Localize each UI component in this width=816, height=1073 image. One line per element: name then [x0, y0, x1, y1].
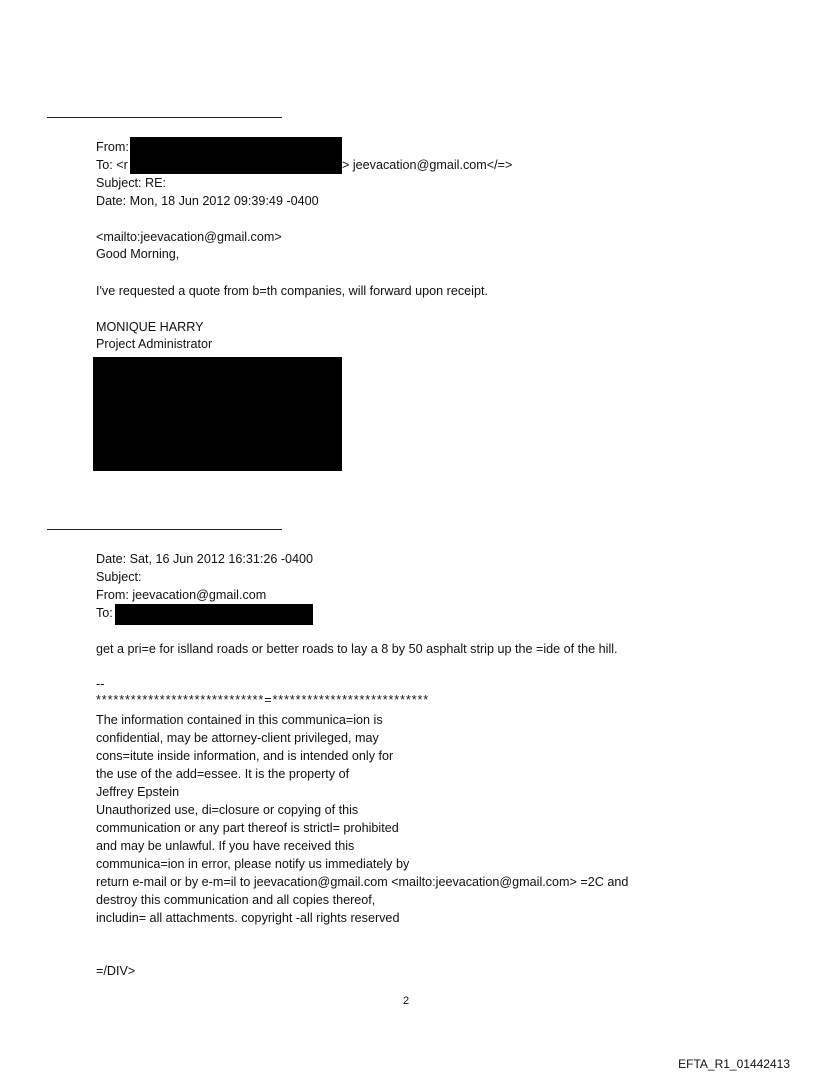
disclaimer-line: Unauthorized use, di=closure or copying of this [96, 803, 359, 817]
disclaimer-line: and may be unlawful. If you have received this [96, 839, 355, 853]
email2-date: Date: Sat, 16 Jun 2012 16:31:26 -0400 [96, 552, 314, 566]
sig-dashes: -- [96, 677, 105, 691]
disclaimer-line: communication or any part thereof is strictl= prohibited [96, 821, 399, 835]
signature-title: Project Administrator [96, 337, 213, 351]
email2-from: From: jeevacation@gmail.com [96, 588, 267, 602]
email1-subject: Subject: RE: [96, 176, 166, 190]
disclaimer-line: cons=itute inside information, and is intended only for [96, 749, 394, 763]
email1-to-suffix: > jeevacation@gmail.com</=> [342, 158, 513, 172]
email1-from: From: [96, 140, 129, 154]
page-number: 2 [403, 995, 410, 1007]
redaction-email2-to [115, 604, 313, 625]
stars-line: *****************************=*************************** [96, 693, 430, 707]
email2-subject: Subject: [96, 570, 142, 584]
email1-mailto: <mailto:jeevacation@gmail.com> [96, 230, 282, 244]
email1-date: Date: Mon, 18 Jun 2012 09:39:49 -0400 [96, 194, 319, 208]
email1-greeting: Good Morning, [96, 247, 180, 261]
closing-tag: =/DIV> [96, 964, 136, 978]
signature-name: MONIQUE HARRY [96, 320, 204, 334]
document-id: EFTA_R1_01442413 [678, 1057, 790, 1071]
separator-rule-top [47, 117, 282, 118]
disclaimer-line: communica=ion in error, please notify us immediately by [96, 857, 410, 871]
disclaimer-line: includin= all attachments. copyright -all rights reserved [96, 911, 400, 925]
email2-body: get a pri=e for islland roads or better roads to lay a 8 by 50 asphalt strip up the =ide of the hill. [96, 642, 618, 656]
disclaimer-line: The information contained in this communica=ion is [96, 713, 383, 727]
disclaimer-line: confidential, may be attorney-client privileged, may [96, 731, 379, 745]
separator-rule-bottom [47, 529, 282, 530]
email1-to-prefix: To: <r [96, 158, 128, 172]
disclaimer-line: Jeffrey Epstein [96, 785, 180, 799]
email2-to: To: [96, 606, 113, 620]
disclaimer-line: the use of the add=essee. It is the property of [96, 767, 350, 781]
email1-body: I've requested a quote from b=th companies, will forward upon receipt. [96, 284, 488, 298]
disclaimer-line: destroy this communication and all copies thereof, [96, 893, 376, 907]
redaction-email1-header [130, 137, 342, 174]
disclaimer-line: return e-mail or by e-m=il to jeevacation@gmail.com <mailto:jeevacation@gmail.com> =2C and [96, 875, 629, 889]
redaction-signature-block [93, 357, 342, 471]
